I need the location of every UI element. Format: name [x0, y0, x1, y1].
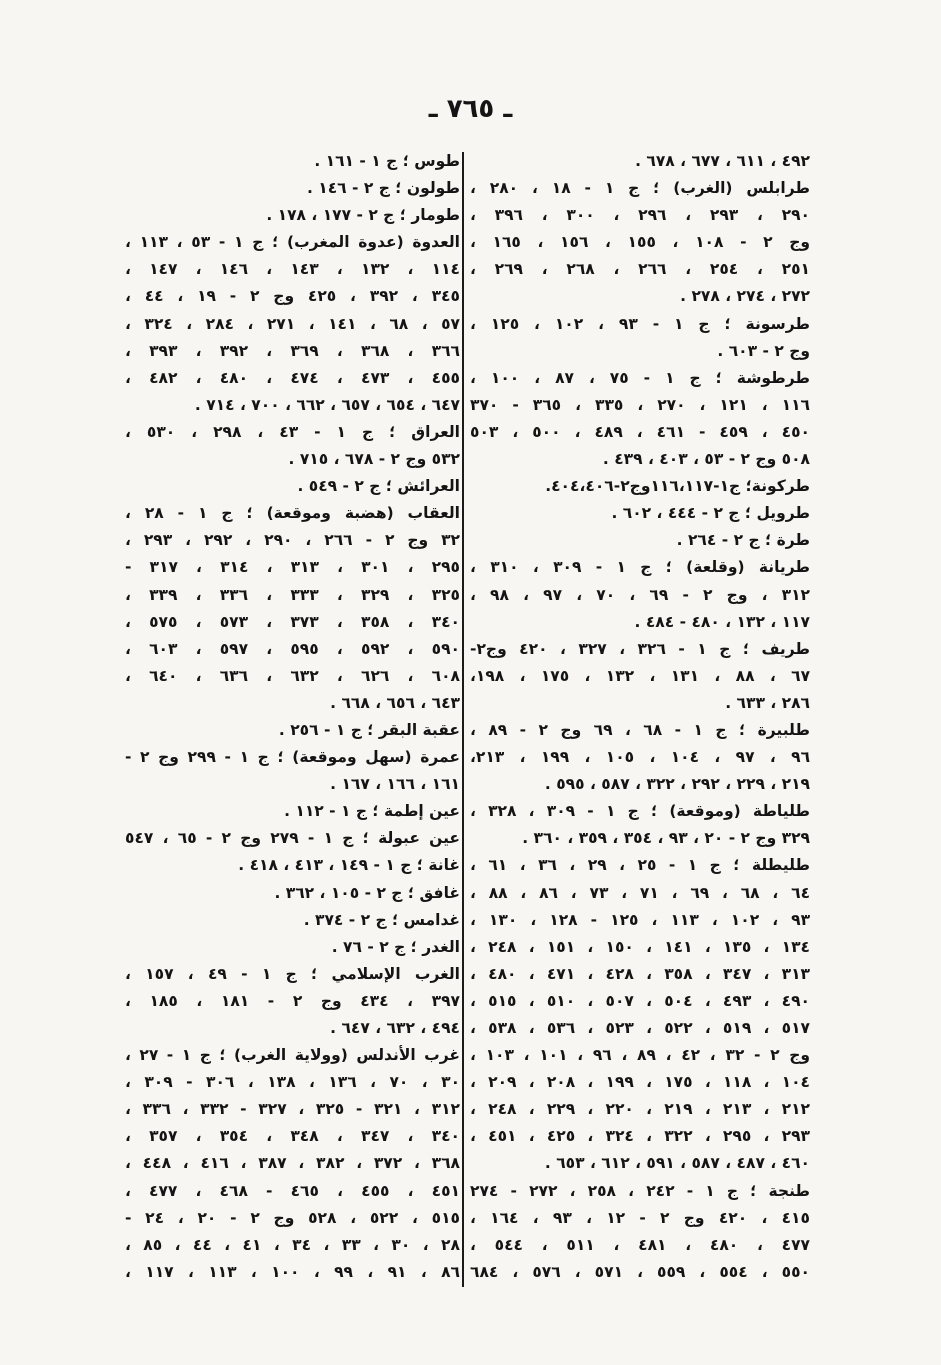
index-line: العراق ؛ ج ١ - ٤٣ ، ٢٩٨ ، ٥٣٠ ،	[125, 422, 460, 441]
index-line: ٣١٢ ، وج ٢ - ٦٩ ، ٧٠ ، ٩٧ ، ٩٨ ،	[470, 585, 810, 604]
index-line: طريف ؛ ج ١ - ٣٢٦ ، ٣٢٧ ، ٤٢٠ وج٢-	[470, 639, 810, 658]
index-line: وج ٢ - ١٠٨ ، ١٥٥ ، ١٥٦ ، ١٦٥ ،	[470, 233, 810, 252]
column-divider	[462, 152, 464, 1287]
index-line: غافق ؛ ج ٢ - ١٠٥ ، ٣٦٢ .	[274, 883, 460, 902]
index-line: العرائش ؛ ج ٢ - ٥٤٩ .	[297, 477, 460, 496]
index-line: ٤٩٢ ، ٦١١ ، ٦٧٧ ، ٦٧٨ .	[635, 152, 810, 170]
index-line: طرويل ؛ ج ٢ - ٤٤٤ ، ٦٠٢ .	[611, 504, 810, 523]
index-line: ٦٤٧ ، ٦٥٤ ، ٦٥٧ ، ٦٦٢ ، ٧٠٠ ، ٧١٤ .	[194, 395, 460, 414]
index-line: ٤٧٧ ، ٤٨٠ ، ٤٨١ ، ٥١١ ، ٥٤٤ ،	[470, 1235, 810, 1254]
index-line: ٣٦٦ ، ٣٦٨ ، ٣٦٩ ، ٣٩٢ ، ٣٩٣ ،	[125, 341, 460, 360]
index-line: الغرب الإسلامي ؛ ج ١ - ٤٩ ، ١٥٧ ،	[125, 964, 460, 983]
index-line: العقاب (هضبة وموقعة) ؛ ج ١ - ٢٨ ،	[125, 504, 460, 523]
index-line: طركونة؛ ج١-١١٦،١١٧وج٢-٤٠٤،٤٠٦.	[545, 477, 810, 496]
index-line: ٢٧٢ ، ٢٧٤ ، ٢٧٨ .	[680, 287, 810, 306]
index-line: ٥٩٠ ، ٥٩٢ ، ٥٩٥ ، ٥٩٧ ، ٦٠٣ ،	[125, 639, 460, 658]
index-line: ٤٥٠ ، ٤٥٩ - ٤٦١ ، ٤٨٩ ، ٥٠٠ ، ٥٠٣	[470, 422, 810, 441]
index-line: ٢٩٥ ، ٣٠١ ، ٣١٣ ، ٣١٤ ، ٣١٧ -	[125, 558, 460, 577]
index-line: ٤١٥ ، ٤٢٠ وج ٢ - ١٢ ، ٩٣ ، ١٦٤ ،	[470, 1208, 810, 1227]
index-line: غرب الأندلس (وولاية الغرب) ؛ ج ١ - ٢٧ ،	[125, 1046, 460, 1065]
index-line: طلبيرة ؛ ج ١ - ٦٨ ، ٦٩ وج ٢ - ٨٩ ،	[470, 720, 810, 739]
index-line: ١٣٤ ، ١٣٥ ، ١٤١ ، ١٥٠ ، ١٥١ ، ٢٤٨ ،	[470, 937, 810, 956]
index-line: ٣٤٠ ، ٣٤٧ ، ٣٤٨ ، ٣٥٤ ، ٣٥٧ ،	[125, 1127, 460, 1146]
index-column-right	[470, 148, 810, 1293]
index-line: ٣٦٨ ، ٣٧٢ ، ٣٨٢ ، ٣٨٧ ، ٤١٦ ، ٤٤٨ ،	[125, 1154, 460, 1173]
index-line: ٣١٢ ، ٣٢١ - ٣٢٥ ، ٣٢٧ - ٣٣٢ ، ٣٣٦ ،	[125, 1100, 460, 1119]
index-line: ٦٤٣ ، ٦٥٦ ، ٦٦٨ .	[330, 693, 460, 712]
index-line: العدوة (عدوة المغرب) ؛ ج ١ - ٥٣ ، ١١٣ ،	[125, 233, 460, 252]
index-line: ٥١٧ ، ٥١٩ ، ٥٢٢ ، ٥٢٣ ، ٥٣٦ ، ٥٣٨ ،	[470, 1019, 810, 1037]
index-column-left	[125, 148, 460, 1293]
index-line: ٢١٢ ، ٢١٣ ، ٢١٩ ، ٢٢٠ ، ٢٢٩ ، ٢٤٨ ،	[470, 1100, 810, 1119]
index-line: ٤٥١ ، ٤٥٥ ، ٤٦٥ - ٤٦٨ ، ٤٧٧ ،	[125, 1181, 460, 1200]
index-line: طرطوشة ؛ ج ١ - ٧٥ ، ٨٧ ، ١٠٠ ،	[470, 368, 810, 387]
index-line: ٤٥٥ ، ٤٧٣ ، ٤٧٤ ، ٤٨٠ ، ٤٨٢ ،	[125, 368, 460, 387]
page-number: ـ ٧٦٥ ـ	[428, 94, 513, 124]
index-line: ٥١٥ ، ٥٢٢ ، ٥٢٨ وج ٢ - ٢٠ ، ٢٤ -	[125, 1208, 460, 1227]
index-line: ٩٦ ، ٩٧ ، ١٠٤ ، ١٠٥ ، ١٩٩ ، ٢١٣،	[470, 748, 810, 767]
index-line: ١١٧ ، ١٣٢ ، ٤٨٠ - ٤٨٤ .	[634, 612, 810, 631]
index-line: ٢٨ ، ٣٠ ، ٣٣ ، ٣٤ ، ٤١ ، ٤٤ ، ٨٥ ،	[125, 1235, 460, 1254]
index-line: ٦٧ ، ٨٨ ، ١٣١ ، ١٣٢ ، ١٧٥ ، ١٩٨،	[470, 666, 810, 685]
index-line: ٣٤٥ ، ٣٩٢ ، ٤٢٥ وج ٢ - ١٩ ، ٤٤ ،	[125, 287, 460, 306]
index-line: ٣٢٩ وج ٢ - ٢٠ ، ٩٣ ، ٣٥٤ ، ٣٥٩ ، ٣٦٠ .	[522, 829, 810, 848]
index-line: ٤٦٠ ، ٤٨٧ ، ٥٨٧ ، ٥٩١ ، ٦١٢ ، ٦٥٣ .	[544, 1154, 810, 1173]
index-line: عين عبولة ؛ ج ١ - ٢٧٩ وج ٢ - ٦٥ ، ٥٤٧	[125, 829, 460, 848]
index-line: ١٠٤ ، ١١٨ ، ١٧٥ ، ١٩٩ ، ٢٠٨ ، ٢٠٩ ،	[470, 1073, 810, 1092]
index-line: غدامس ؛ ج ٢ - ٣٧٤ .	[303, 910, 460, 929]
index-line: ٩٣ ، ١٠٢ ، ١١٣ ، ١٢٥ - ١٢٨ ، ١٣٠ ،	[470, 910, 810, 929]
index-line: ٥٥٠ ، ٥٥٤ ، ٥٥٩ ، ٥٧١ ، ٥٧٦ ، ٦٨٤	[470, 1262, 810, 1281]
index-line: طوس ؛ ج ١ - ١٦١ .	[314, 152, 460, 170]
index-line: ٢٩٠ ، ٢٩٣ ، ٢٩٦ ، ٣٠٠ ، ٣٩٦ ،	[470, 206, 810, 225]
index-line: طنجة ؛ ج ١ - ٢٤٢ ، ٢٥٨ ، ٢٧٢ - ٢٧٤	[470, 1181, 810, 1200]
index-line: ٥٠٨ وج ٢ - ٥٣ ، ٤٠٣ ، ٤٣٩ .	[602, 450, 810, 469]
index-line: ٤٩٠ ، ٤٩٣ ، ٥٠٤ ، ٥٠٧ ، ٥١٠ ، ٥١٥ ،	[470, 991, 810, 1010]
index-line: ٣٤٠ ، ٣٥٨ ، ٣٧٣ ، ٥٧٣ ، ٥٧٥ ،	[125, 612, 460, 631]
index-line: غانة ؛ ج ١ - ١٤٩ ، ٤١٣ ، ٤١٨ .	[238, 856, 460, 875]
index-line: ٣٩٧ ، ٤٣٤ وج ٢ - ١٨١ ، ١٨٥ ،	[125, 991, 460, 1010]
index-line: ١١٤ ، ١٣٢ ، ١٤٣ ، ١٤٦ ، ١٤٧ ،	[125, 260, 460, 279]
index-line: طلياطة (وموقعة) ؛ ج ١ - ٣٠٩ ، ٣٢٨ ،	[470, 802, 810, 821]
index-line: ٣٢ وج ٢ - ٢٦٦ ، ٢٩٠ ، ٢٩٢ ، ٢٩٣ ،	[125, 531, 460, 550]
index-line: طليطلة ؛ ج ١ - ٢٥ ، ٢٩ ، ٣٦ ، ٦١ ،	[470, 856, 810, 875]
index-line: عمرة (سهل وموقعة) ؛ ج ١ - ٢٩٩ وج ٢ -	[125, 748, 460, 767]
index-line: ٦٠٨ ، ٦٢٦ ، ٦٣٢ ، ٦٣٦ ، ٦٤٠ ،	[125, 666, 460, 685]
index-line: ١١٦ ، ١٢١ ، ٢٧٠ ، ٣٣٥ ، ٣٦٥ - ٣٧٠	[470, 395, 810, 414]
index-line: ٢٥١ ، ٢٥٤ ، ٢٦٦ ، ٢٦٨ ، ٢٦٩ ،	[470, 260, 810, 279]
index-line: طريانة (وقلعة) ؛ ج ١ - ٣٠٩ ، ٣١٠ ،	[470, 558, 810, 577]
index-line: طرسونة ؛ ج ١ - ٩٣ ، ١٠٢ ، ١٢٥ ،	[470, 314, 810, 333]
index-line: ٨٦ ، ٩١ ، ٩٩ ، ١٠٠ ، ١١٣ ، ١١٧ ،	[125, 1262, 460, 1281]
index-line: ٥٣٢ وج ٢ - ٦٧٨ ، ٧١٥ .	[288, 450, 460, 469]
index-line: ٥٧ ، ٦٨ ، ١٤١ ، ٢٧١ ، ٢٨٤ ، ٣٢٤ ،	[125, 314, 460, 333]
index-line: ٤٩٤ ، ٦٣٢ ، ٦٤٧ .	[330, 1019, 460, 1037]
index-line: ٢١٩ ، ٢٢٩ ، ٢٩٢ ، ٣٢٢ ، ٥٨٧ ، ٥٩٥ .	[544, 775, 810, 794]
index-line: طرة ؛ ج ٢ - ٢٦٤ .	[676, 531, 810, 550]
index-line: عين إطمة ؛ ج ١ - ١١٢ .	[284, 802, 460, 821]
index-line: عقبة البقر ؛ ج ١ - ٢٥٦ .	[278, 720, 460, 739]
index-line: ١٦١ ، ١٦٦ ، ١٦٧ .	[330, 775, 460, 794]
index-line: ٣١٣ ، ٣٤٧ ، ٣٥٨ ، ٤٢٨ ، ٤٧١ ، ٤٨٠ ،	[470, 964, 810, 983]
index-line: طرابلس (الغرب) ؛ ج ١ - ١٨ ، ٢٨٠ ،	[470, 179, 810, 198]
index-line: ٢٩٣ ، ٢٩٥ ، ٣٢٢ ، ٣٢٤ ، ٤٢٥ ، ٤٥١ ،	[470, 1127, 810, 1146]
index-line: طولون ؛ ج ٢ - ١٤٦ .	[306, 179, 460, 198]
index-line: ٣٠ ، ٧٠ ، ١٣٦ ، ١٣٨ ، ٣٠٦ - ٣٠٩ ،	[125, 1073, 460, 1092]
index-line: ٢٨٦ ، ٦٣٣ .	[725, 693, 810, 712]
index-line: وج ٢ - ٣٢ ، ٤٢ ، ٨٩ ، ٩٦ ، ١٠١ ، ١٠٣ ،	[470, 1046, 810, 1065]
index-line: الغدر ؛ ج ٢ - ٧٦ .	[331, 937, 460, 956]
index-line: وج ٢ - ٦٠٣ .	[717, 341, 810, 360]
index-line: ٦٤ ، ٦٨ ، ٦٩ ، ٧١ ، ٧٣ ، ٨٦ ، ٨٨ ،	[470, 883, 810, 902]
index-line: طومار ؛ ج ٢ - ١٧٧ ، ١٧٨ .	[266, 206, 460, 225]
index-line: ٣٢٥ ، ٣٢٩ ، ٣٣٣ ، ٣٣٦ ، ٣٣٩ ،	[125, 585, 460, 604]
